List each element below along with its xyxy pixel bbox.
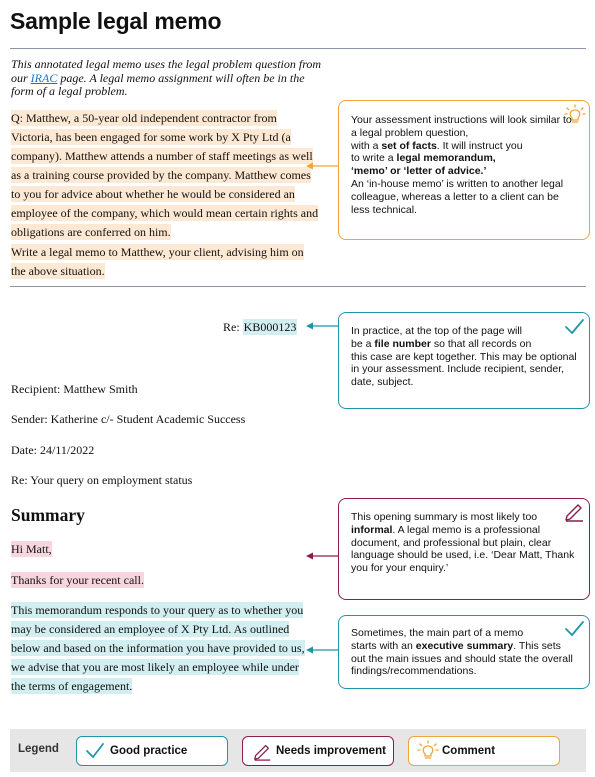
date-line: Date: 24/11/2022 xyxy=(11,443,95,457)
pencil-icon xyxy=(252,741,272,761)
arrow-left-icon xyxy=(306,550,342,562)
task-paragraph: Write a legal memo to Matthew, your client, advising him on the above situation. xyxy=(11,245,304,278)
irac-link[interactable]: IRAC xyxy=(30,70,58,85)
lightbulb-icon xyxy=(564,104,586,126)
comment-box: Your assessment instructions will look similar to a legal problem question, with a set of facts. It will instruct you to write a legal memorandum, ‘memo’ or ‘letter of advice.’ An ‘in-house memo’ is written to another legal colleague, whereas a letter to a client can be less technical. xyxy=(338,100,590,240)
arrow-left-icon xyxy=(306,160,342,172)
memo-body-paragraph: This memorandum responds to your query as to whether you may be considered an employee of X Pty Ltd. As outlined below and based on the information you have provided to us, we advise that you are most likely an employee while under the terms of engagement. xyxy=(11,603,305,693)
summary-heading: Summary xyxy=(11,505,85,525)
needs-improvement-box: This opening summary is most likely too informal. A legal memo is a professional document, and professional but plain, clear language should be used, i.e. ‘Dear Matt, Thank you for your enquiry.’ xyxy=(338,498,590,600)
arrow-left-icon xyxy=(306,644,342,656)
greeting: Hi Matt, xyxy=(11,542,52,556)
legend-needs-improvement: Needs improvement xyxy=(242,736,394,766)
pencil-icon xyxy=(563,500,585,522)
checkmark-icon xyxy=(563,316,585,338)
divider xyxy=(10,286,586,287)
page-title: Sample legal memo xyxy=(10,8,222,34)
recipient-line: Recipient: Matthew Smith xyxy=(11,382,138,396)
good-practice-box: In practice, at the top of the page will be a file number so that all records on this case are kept together. This may be optional in your assessment. Include recipient, sender, date, subject. xyxy=(338,312,590,409)
legend-label: Legend xyxy=(18,743,59,755)
legend-comment: Comment xyxy=(408,736,560,766)
checkmark-icon xyxy=(85,742,105,760)
thanks-line: Thanks for your recent call. xyxy=(11,573,144,587)
subject-line: Re: Your query on employment status xyxy=(11,473,193,487)
file-number: KB000123 xyxy=(243,320,297,334)
question-paragraph: Q: Matthew, a 50-year old independent contractor from Victoria, has been engaged for some work by X Pty Ltd (a company). Matthew attends a number of staff meetings as well as a training course provided by the company. Matthew comes to you for advice about whether he would be considered an employee of the company, which would mean certain rights and obligations are conferred on him. xyxy=(11,111,319,239)
re-line: Re: KB000123 xyxy=(223,320,297,334)
lightbulb-icon xyxy=(417,740,439,762)
divider xyxy=(10,48,586,49)
arrow-left-icon xyxy=(306,320,342,332)
sender-line: Sender: Katherine c/- Student Academic Success xyxy=(11,412,246,426)
good-practice-box: Sometimes, the main part of a memo starts with an executive summary. This sets out the main issues and should state the overall findings/recommendations. xyxy=(338,615,590,689)
legend-good-practice: Good practice xyxy=(76,736,228,766)
checkmark-icon xyxy=(563,618,585,640)
intro-text: This annotated legal memo uses the legal problem question from our IRAC page. A legal memo assignment will often be in the form of a legal problem. xyxy=(11,57,322,99)
